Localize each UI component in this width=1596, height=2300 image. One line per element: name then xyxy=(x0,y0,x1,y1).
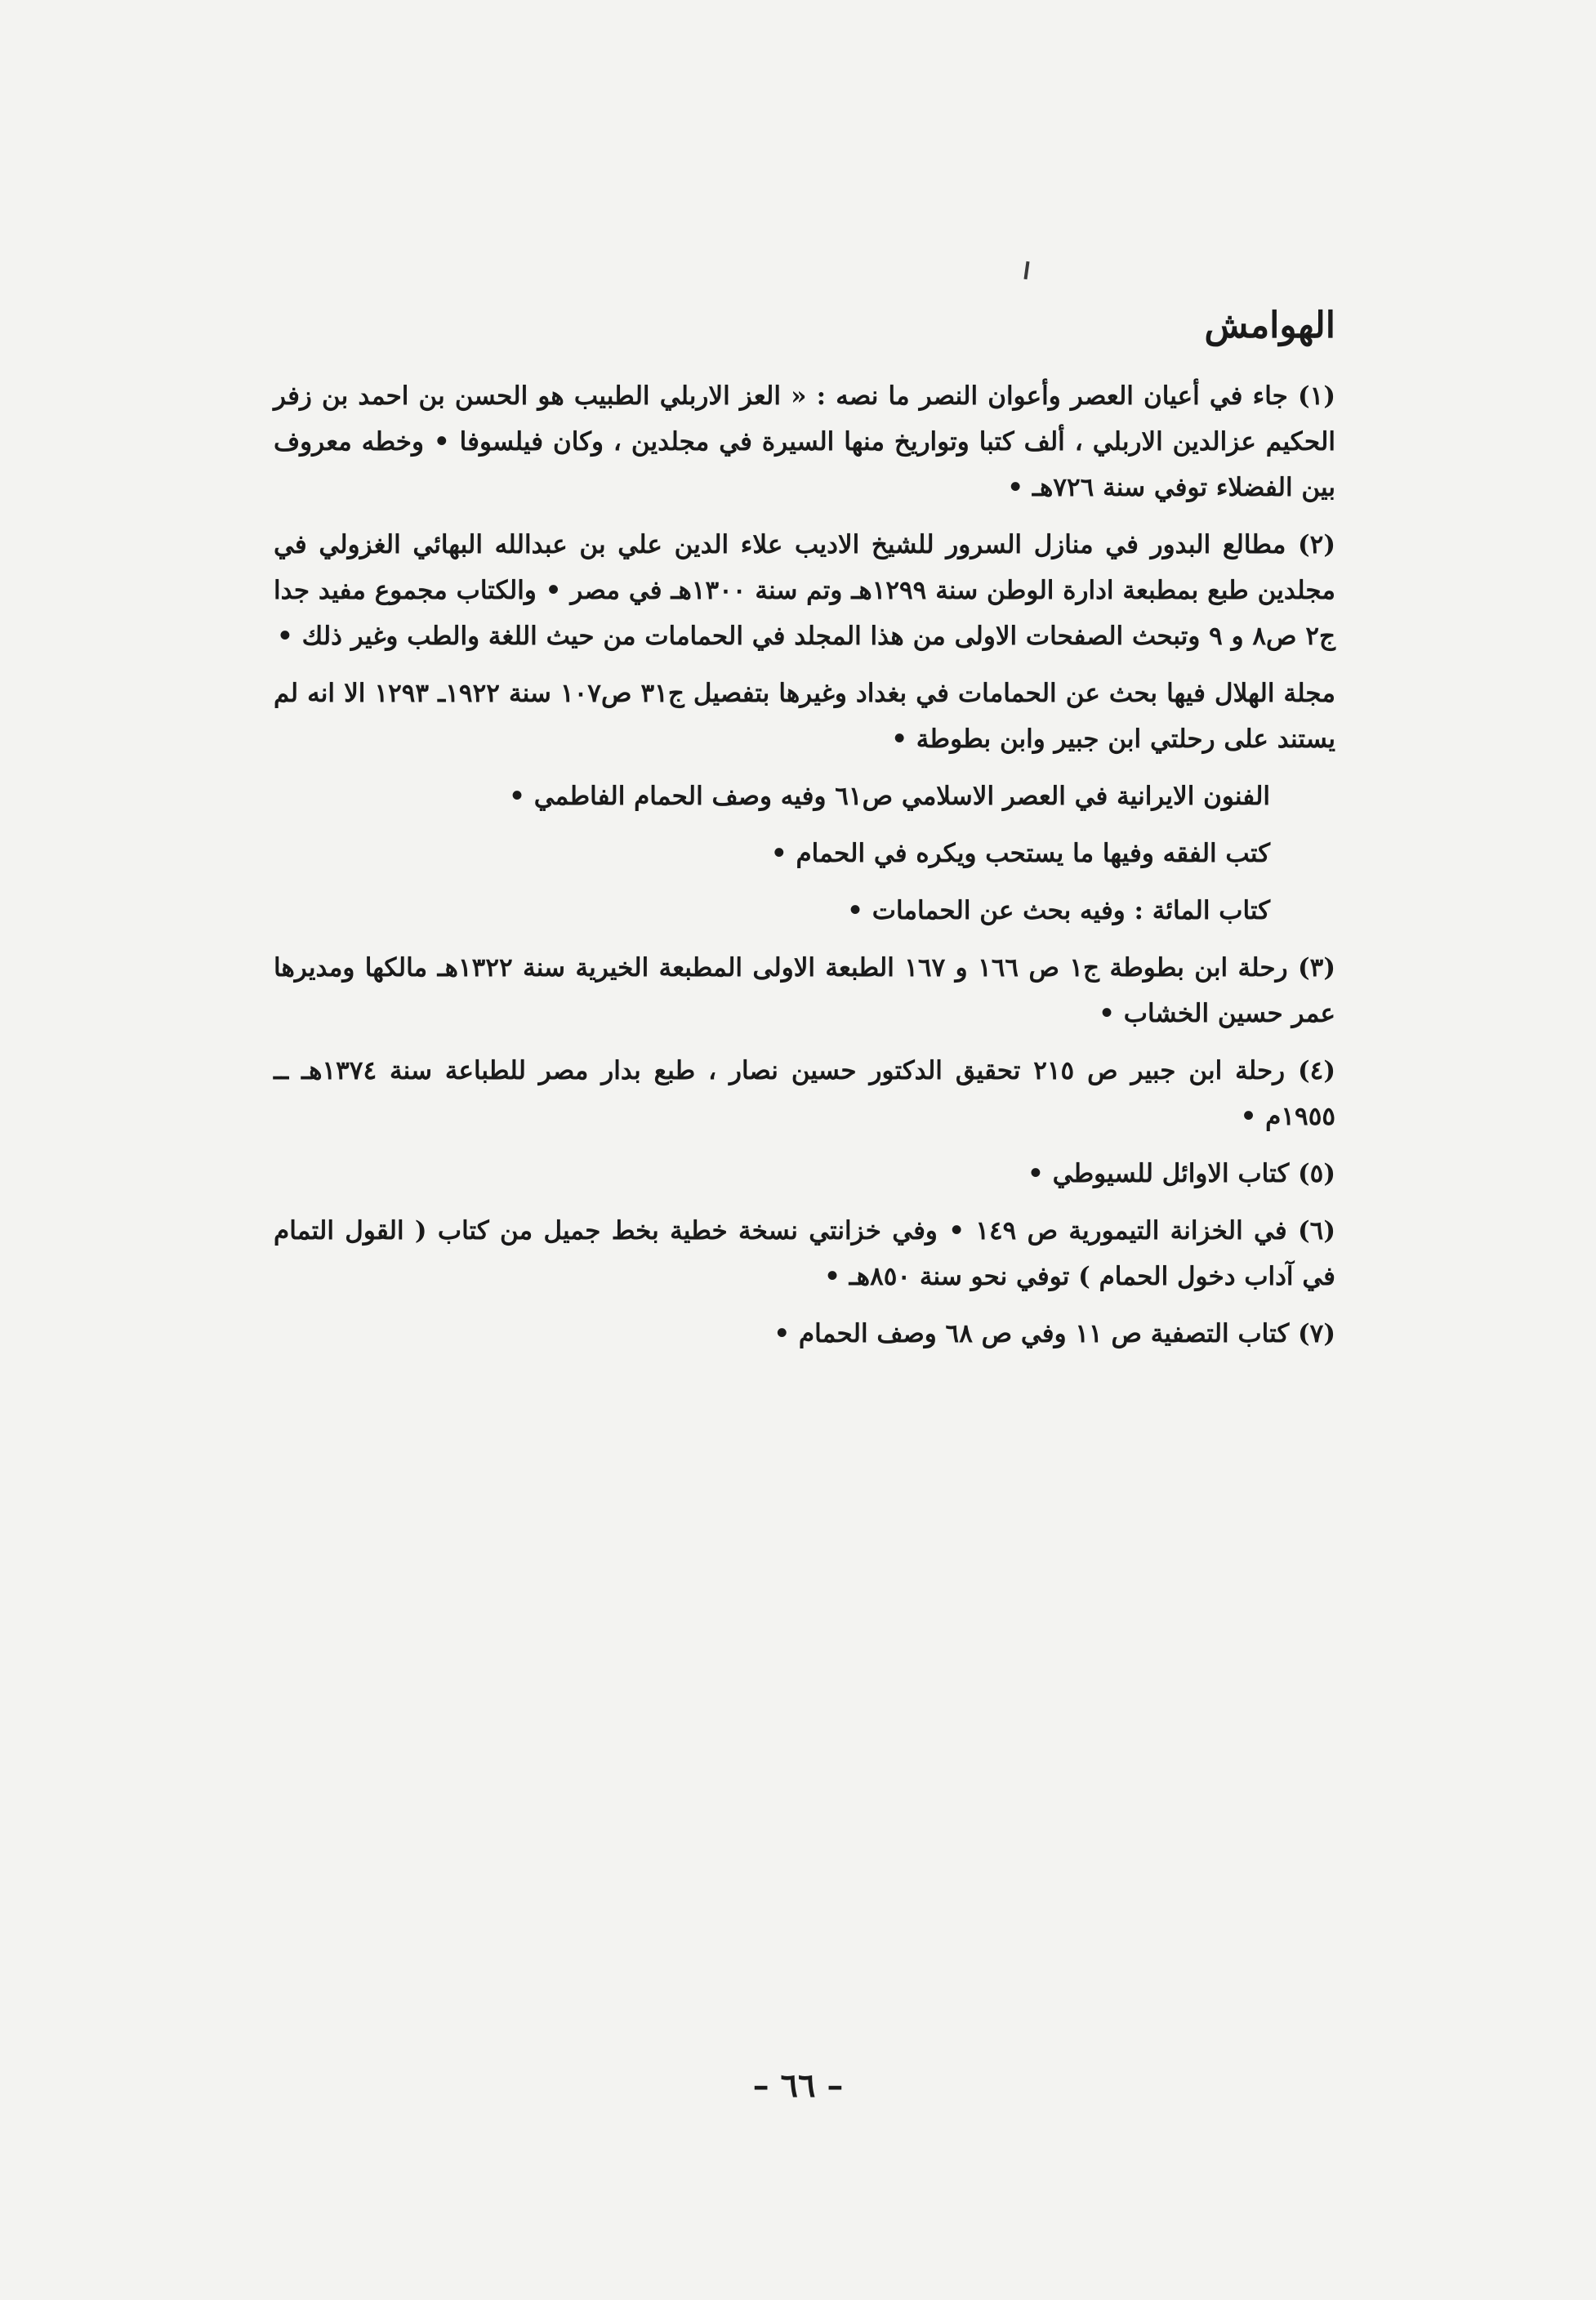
page-heading: الهوامش xyxy=(1204,305,1335,346)
footnote-3: (٣) رحلة ابن بطوطة ج١ ص ١٦٦ و ١٦٧ الطبعة الاولى المطبعة الخيرية سنة ١٣٢٢هـ مالكها ومديرها عمر حسين الخشاب • xyxy=(274,953,1335,1029)
footnote-1: (١) جاء في أعيان العصر وأعوان النصر ما نصه : « العز الاربلي الطبيب هو الحسن بن احمد بن زفر الحكيم عزالدين الاربلي ، ألف كتبا وتواريخ منها السيرة في مجلدين ، وكان فيلسوفا • وخطه معروف بين الفضلاء توفي سنة ٧٢٦هـ • xyxy=(274,381,1335,503)
footnote-6: (٦) في الخزانة التيمورية ص ١٤٩ • وفي خزانتي نسخة خطية بخط جميل من كتاب ( القول التمام في آداب دخول الحمام ) توفي نحو سنة ٨٥٠هـ • xyxy=(274,1216,1335,1292)
stray-ink-mark xyxy=(1023,261,1029,279)
footnote-2-reference-miah: كتاب المائة : وفيه بحث عن الحمامات • xyxy=(847,896,1270,926)
footnote-7: (٧) كتاب التصفية ص ١١ وفي ص ٦٨ وصف الحمام • xyxy=(773,1319,1335,1349)
page-number: – ٦٦ – xyxy=(752,2066,844,2105)
footnotes-section xyxy=(274,302,1335,1368)
footnote-4: (٤) رحلة ابن جبير ص ٢١٥ تحقيق الدكتور حسين نصار ، طبع بدار مصر للطباعة سنة ١٣٧٤هـ ــ ١٩٥٥م • xyxy=(274,1056,1335,1132)
footnote-2: (٢) مطالع البدور في منازل السرور للشيخ الاديب علاء الدين علي بن عبدالله البهائي الغزولي في مجلدين طبع بمطبعة ادارة الوطن سنة ١٢٩٩هـ وتم سنة ١٣٠٠هـ في مصر • والكتاب مجموع مفيد جدا ج٢ ص٨ و ٩ وتبحث الصفحات الاولى من هذا المجلد في الحمامات من حيث اللغة والطب وغير ذلك • xyxy=(274,530,1335,652)
footnote-2-reference-fiqh: كتب الفقه وفيها ما يستحب ويكره في الحمام • xyxy=(770,839,1270,869)
footnote-2-reference-hilal: مجلة الهلال فيها بحث عن الحمامات في بغداد وغيرها بتفصيل ج٣١ ص١٠٧ سنة ١٩٢٢ـ ١٢٩٣ الا انه لم يستند على رحلتي ابن جبير وابن بطوطة • xyxy=(274,679,1336,755)
footnote-5: (٥) كتاب الاوائل للسيوطي • xyxy=(1028,1159,1335,1189)
footnote-2-reference-persian-arts: الفنون الايرانية في العصر الاسلامي ص٦١ وفيه وصف الحمام الفاطمي • xyxy=(509,782,1270,812)
